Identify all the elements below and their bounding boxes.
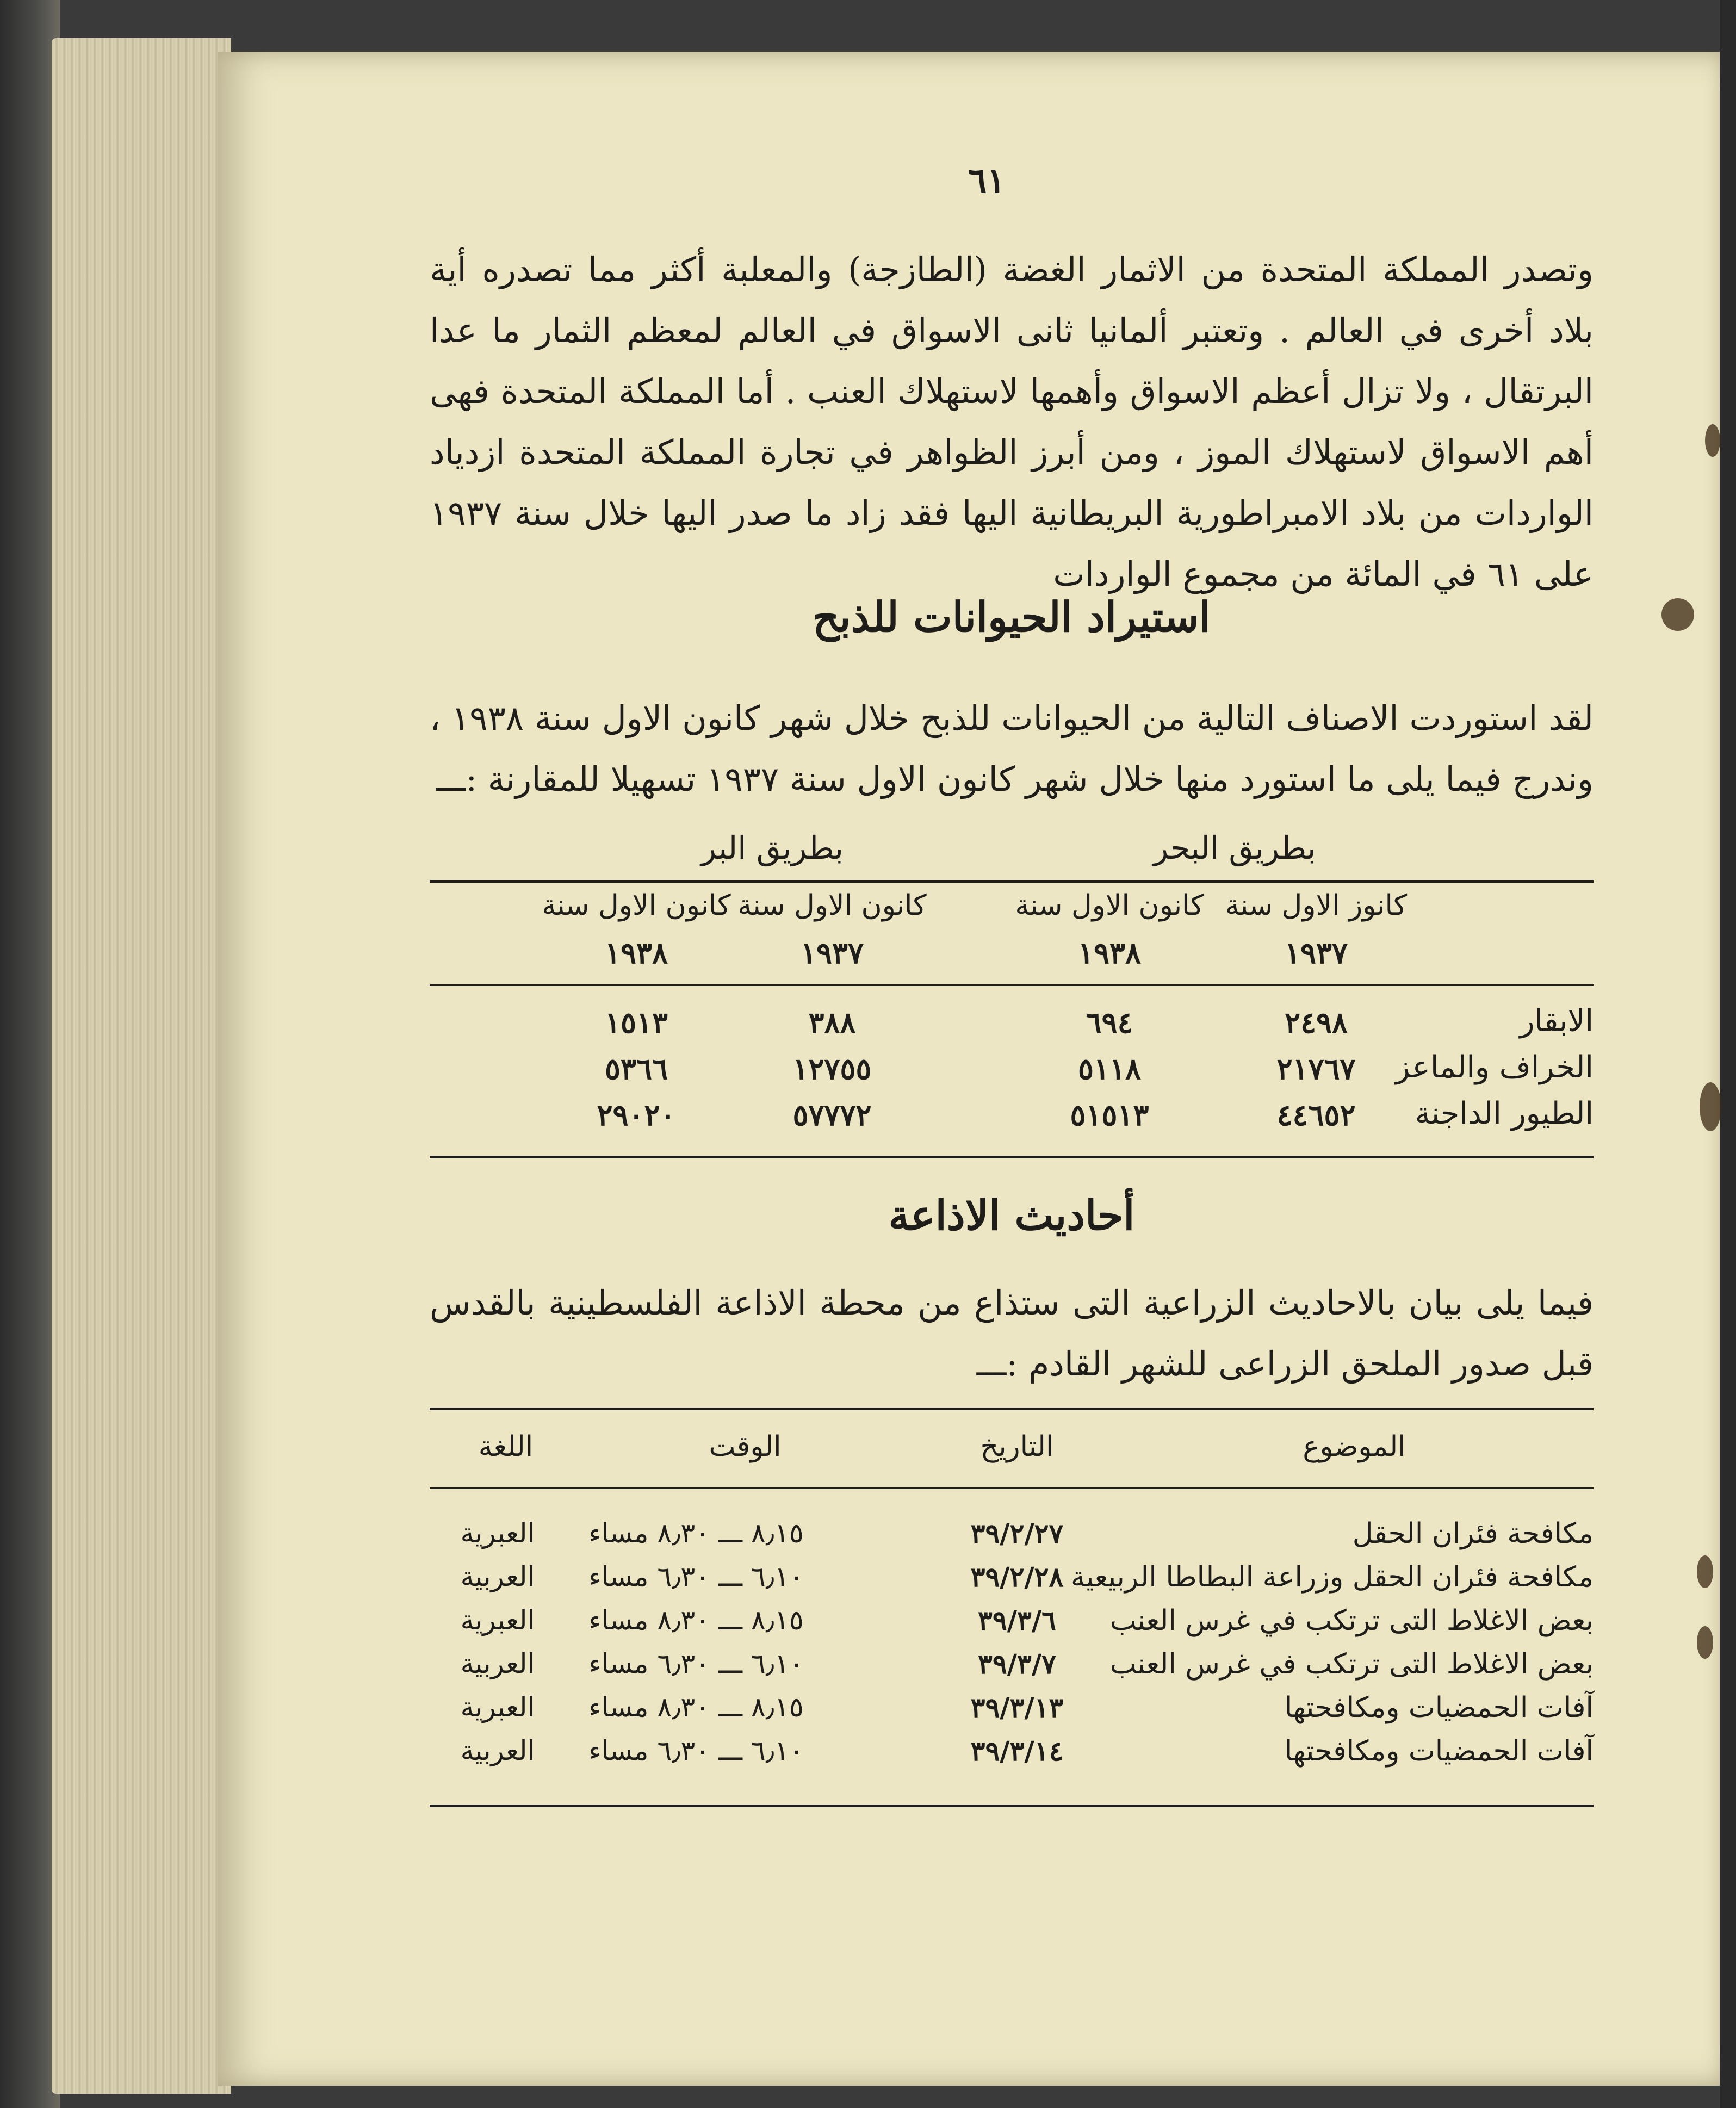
group-header-land: بطريق البر — [701, 829, 844, 866]
section-title-livestock: استيراد الحيوانات للذبح — [813, 593, 1211, 641]
column-month: كانون الاول سنة — [737, 889, 927, 922]
table-cell: ٤٤٦٥٢ — [1276, 1098, 1356, 1132]
header-language: اللغة — [478, 1430, 534, 1463]
row-date: ٣٩/٣/٧ — [978, 1648, 1056, 1680]
table-cell: ٥١١٨ — [1077, 1051, 1141, 1086]
column-month: كانوز الاول سنة — [1225, 889, 1408, 922]
table-cell: ١٥١٣ — [604, 1005, 668, 1040]
column-year: ١٩٣٧ — [800, 935, 864, 970]
header-topic: الموضوع — [1303, 1430, 1406, 1463]
section-title-radio: أحاديث الاذاعة — [888, 1191, 1135, 1239]
page-stack-edges — [52, 38, 231, 2094]
row-language: العربية — [460, 1735, 535, 1766]
header-time: الوقت — [709, 1430, 782, 1463]
row-date: ٣٩/٢/٢٧ — [970, 1517, 1064, 1549]
row-time: ٦٫١٠ ـــ ٦٫٣٠ مساء — [588, 1735, 804, 1766]
book-binding — [0, 0, 60, 2108]
table-cell: ٢٩٠٢٠ — [597, 1098, 676, 1132]
table-cell: ٦٩٤ — [1086, 1005, 1133, 1040]
table-row — [430, 1735, 1594, 1778]
column-year: ١٩٣٨ — [1077, 935, 1141, 970]
row-time: ٨٫١٥ ـــ ٨٫٣٠ مساء — [588, 1691, 804, 1723]
row-language: العبرية — [460, 1517, 535, 1549]
row-time: ٦٫١٠ ـــ ٦٫٣٠ مساء — [588, 1648, 804, 1679]
radio-paragraph: فيما يلى بيان بالاحاديث الزراعية التى ستذاع من محطة الاذاعة الفلسطينية بالقدس قبل صدور الملحق الزراعى للشهر القادم :ـــ — [430, 1283, 1594, 1384]
row-time: ٦٫١٠ ـــ ٦٫٣٠ مساء — [588, 1561, 804, 1592]
row-date: ٣٩/٣/٦ — [978, 1604, 1056, 1636]
row-label: الابقار — [1520, 1003, 1594, 1039]
row-topic: آفات الحمضيات ومكافحتها — [1284, 1735, 1594, 1768]
stain-mark — [1697, 1555, 1713, 1588]
table-cell: ٥٧٧٧٢ — [792, 1098, 872, 1132]
header-date: التاريخ — [980, 1430, 1054, 1463]
table-row — [430, 1691, 1594, 1735]
stain-mark — [1697, 1626, 1713, 1659]
row-topic: بعض الاغلاط التى ترتكب في غرس العنب — [1109, 1604, 1594, 1637]
column-month: كانون الاول سنة — [1015, 889, 1204, 922]
row-label: الطيور الداجنة — [1415, 1096, 1594, 1131]
table-rule-mid — [430, 984, 1594, 986]
table-rule-mid — [430, 1487, 1594, 1489]
column-year: ١٩٣٨ — [604, 935, 668, 970]
row-time: ٨٫١٥ ـــ ٨٫٣٠ مساء — [588, 1517, 804, 1549]
row-date: ٣٩/٣/١٣ — [970, 1691, 1064, 1723]
row-date: ٣٩/٣/١٤ — [970, 1735, 1064, 1767]
table-row — [430, 1604, 1594, 1648]
table-cell: ١٢٧٥٥ — [792, 1051, 872, 1086]
row-time: ٨٫١٥ ـــ ٨٫٣٠ مساء — [588, 1604, 804, 1636]
row-topic: مكافحة فئران الحقل — [1352, 1517, 1594, 1550]
stain-mark — [1700, 1082, 1721, 1131]
livestock-paragraph: لقد استوردت الاصناف التالية من الحيوانات للذبح خلال شهر كانون الاول سنة ١٩٣٨ ، وندرج فيما يلى ما استورد منها خلال شهر كانون الاول سنة ١٩٣٧ تسهيلا للمقارنة :ـــ — [430, 698, 1594, 799]
column-year: ١٩٣٧ — [1284, 935, 1348, 970]
table-cell: ٣٨٨ — [808, 1005, 856, 1040]
page-right-edge — [1720, 0, 1736, 2108]
group-header-sea: بطريق البحر — [1153, 829, 1316, 866]
table-rule-top — [430, 1408, 1594, 1410]
stain-mark — [1705, 424, 1720, 457]
table-rule-top — [430, 880, 1594, 883]
page-number: ٦١ — [968, 160, 1006, 201]
intro-paragraph: وتصدر المملكة المتحدة من الاثمار الغضة (الطازجة) والمعلبة أكثر مما تصدره أية بلاد أخرى في العالم . وتعتبر ألمانيا ثانى الاسواق في العالم لمعظم الثمار ما عدا البرتقال ، ولا تزال أعظم الاسواق وأهمها لاستهلاك العنب . أما المملكة المتحدة فهى أهم الاسواق لاستهلاك الموز ، ومن أبرز الظواهر في تجارة المملكة المتحدة ازدياد الواردات من بلاد الامبراطورية البريطانية اليها فقد زاد ما صدر اليها خلال سنة ١٩٣٧ على ٦١ في المائة من مجموع الواردات — [430, 250, 1594, 594]
row-label: الخراف والماعز — [1395, 1050, 1594, 1085]
row-language: العربية — [460, 1561, 535, 1592]
table-row — [430, 1517, 1594, 1561]
row-topic: مكافحة فئران الحقل وزراعة البطاطا الربيعية — [1071, 1561, 1594, 1594]
stain-mark — [1661, 598, 1694, 631]
row-date: ٣٩/٢/٢٨ — [970, 1561, 1064, 1593]
row-topic: آفات الحمضيات ومكافحتها — [1284, 1691, 1594, 1724]
row-language: العبرية — [460, 1691, 535, 1723]
column-month: كانون الاول سنة — [542, 889, 731, 922]
table-rule-bottom — [430, 1156, 1594, 1158]
table-cell: ٥١٥١٣ — [1070, 1098, 1149, 1132]
row-topic: بعض الاغلاط التى ترتكب في غرس العنب — [1109, 1648, 1594, 1681]
row-language: العبرية — [460, 1604, 535, 1636]
table-cell: ٥٣٦٦ — [604, 1051, 668, 1086]
table-cell: ٢٤٩٨ — [1284, 1005, 1348, 1040]
table-cell: ٢١٧٦٧ — [1276, 1051, 1356, 1086]
table-row — [430, 1648, 1594, 1691]
row-language: العربية — [460, 1648, 535, 1679]
table-row — [430, 1561, 1594, 1604]
table-rule-bottom — [430, 1805, 1594, 1807]
